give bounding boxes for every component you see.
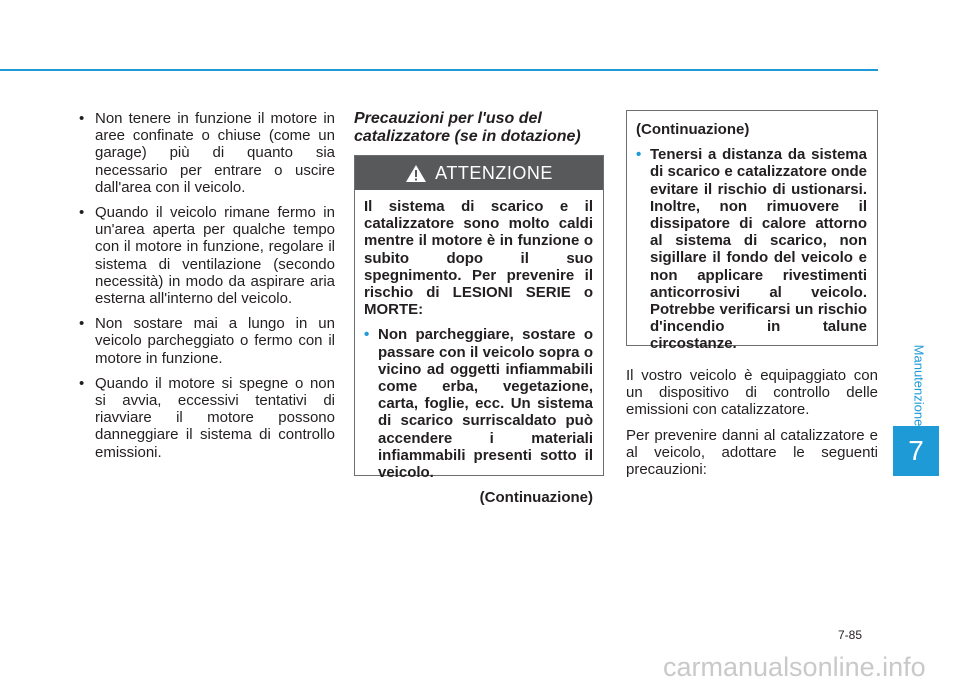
list-item-text: Non tenere in funzione il motore in aree confinate o chiuse (come un garage) più di quanto sia necessario per entrare o uscire dall'area con il veicolo. xyxy=(95,110,335,196)
list-item-text: Quando il veicolo rimane fermo in un'area aperta per qualche tempo con il motore in funzione, regolare il sistema di ventilazione (secondo necessità) in modo da aspirare aria esterna all'interno del veicolo. xyxy=(95,204,335,308)
warning-triangle-icon xyxy=(405,164,427,183)
footer-watermark: carmanualsonline.info xyxy=(663,652,926,682)
continuation-title: (Continuazione) xyxy=(636,121,750,138)
bullet-dot-icon: • xyxy=(79,204,85,222)
section-side-label xyxy=(905,340,933,430)
warning-bullet xyxy=(364,326,593,481)
continuation-box xyxy=(626,110,878,353)
list-item-text: Non sostare mai a lungo in un veicolo parcheggiato o fermo con il motore in funzione. xyxy=(95,315,335,367)
warning-box xyxy=(354,155,604,507)
continued-label: (Continuazione) xyxy=(479,489,593,507)
warning-label: ATTENZIONE xyxy=(435,162,553,183)
bullet-dot-icon: • xyxy=(79,110,85,127)
continuation-bullet xyxy=(636,146,867,352)
warning-bullet-text: Non parcheggiare, sostare o passare con il veicolo sopra o vicino ad oggetti infiammabili come erba, vegetazione, carta, foglie, ecc. Un sistema di scarico surriscaldato può accendere i materiali infiammabili presenti sotto il veicolo. xyxy=(378,326,593,482)
bullet-dot-icon: • xyxy=(79,315,85,333)
list-item xyxy=(75,110,335,196)
top-rule xyxy=(0,69,878,71)
chapter-tab: 7 xyxy=(893,426,939,476)
list-item xyxy=(75,315,335,367)
left-bullet-list xyxy=(75,110,335,461)
paragraph: Il vostro veicolo è equipaggiato con un dispositivo di controllo delle emissioni con catalizzatore. xyxy=(626,367,878,419)
continuation-bullet-text: Tenersi a distanza da sistema di scarico e catalizzatore onde evitare il rischio di ustionarsi. Inoltre, non rimuovere il dissipatore di calore attorno al sistema di scarico, non sigillare il fondo del veicolo e non applicare rivestimenti anticorrosivi al veicolo. Potrebbe verificarsi un rischio d'incendio in talune circostanze. xyxy=(650,146,867,353)
warning-body xyxy=(355,190,603,506)
list-item xyxy=(75,204,335,307)
right-column-text xyxy=(626,367,878,486)
section-heading: Precauzioni per l'uso del catalizzatore (se in dotazione) xyxy=(354,110,581,145)
list-item-text: Quando il motore si spegne o non si avvia, eccessivi tentativi di riavviare il motore possono danneggiare il sistema di controllo emissioni. xyxy=(95,374,335,461)
warning-intro: Il sistema di scarico e il catalizzatore sono molto caldi mentre il motore è in funzione o subito dopo il suo spegnimento. Per prevenire il rischio di LESIONI SERIE o MORTE: xyxy=(364,198,593,319)
bullet-dot-icon: • xyxy=(79,374,85,392)
bullet-dot-icon: • xyxy=(636,146,642,164)
page-number: 7-85 xyxy=(838,628,863,642)
bullet-dot-icon: • xyxy=(364,326,370,344)
paragraph: Per prevenire danni al catalizzatore e al veicolo, adottare le seguenti precauzioni: xyxy=(626,426,878,479)
warning-header xyxy=(355,156,603,190)
list-item xyxy=(75,375,335,461)
left-column xyxy=(75,110,335,469)
section-label-text: Manutenzione xyxy=(911,344,927,426)
